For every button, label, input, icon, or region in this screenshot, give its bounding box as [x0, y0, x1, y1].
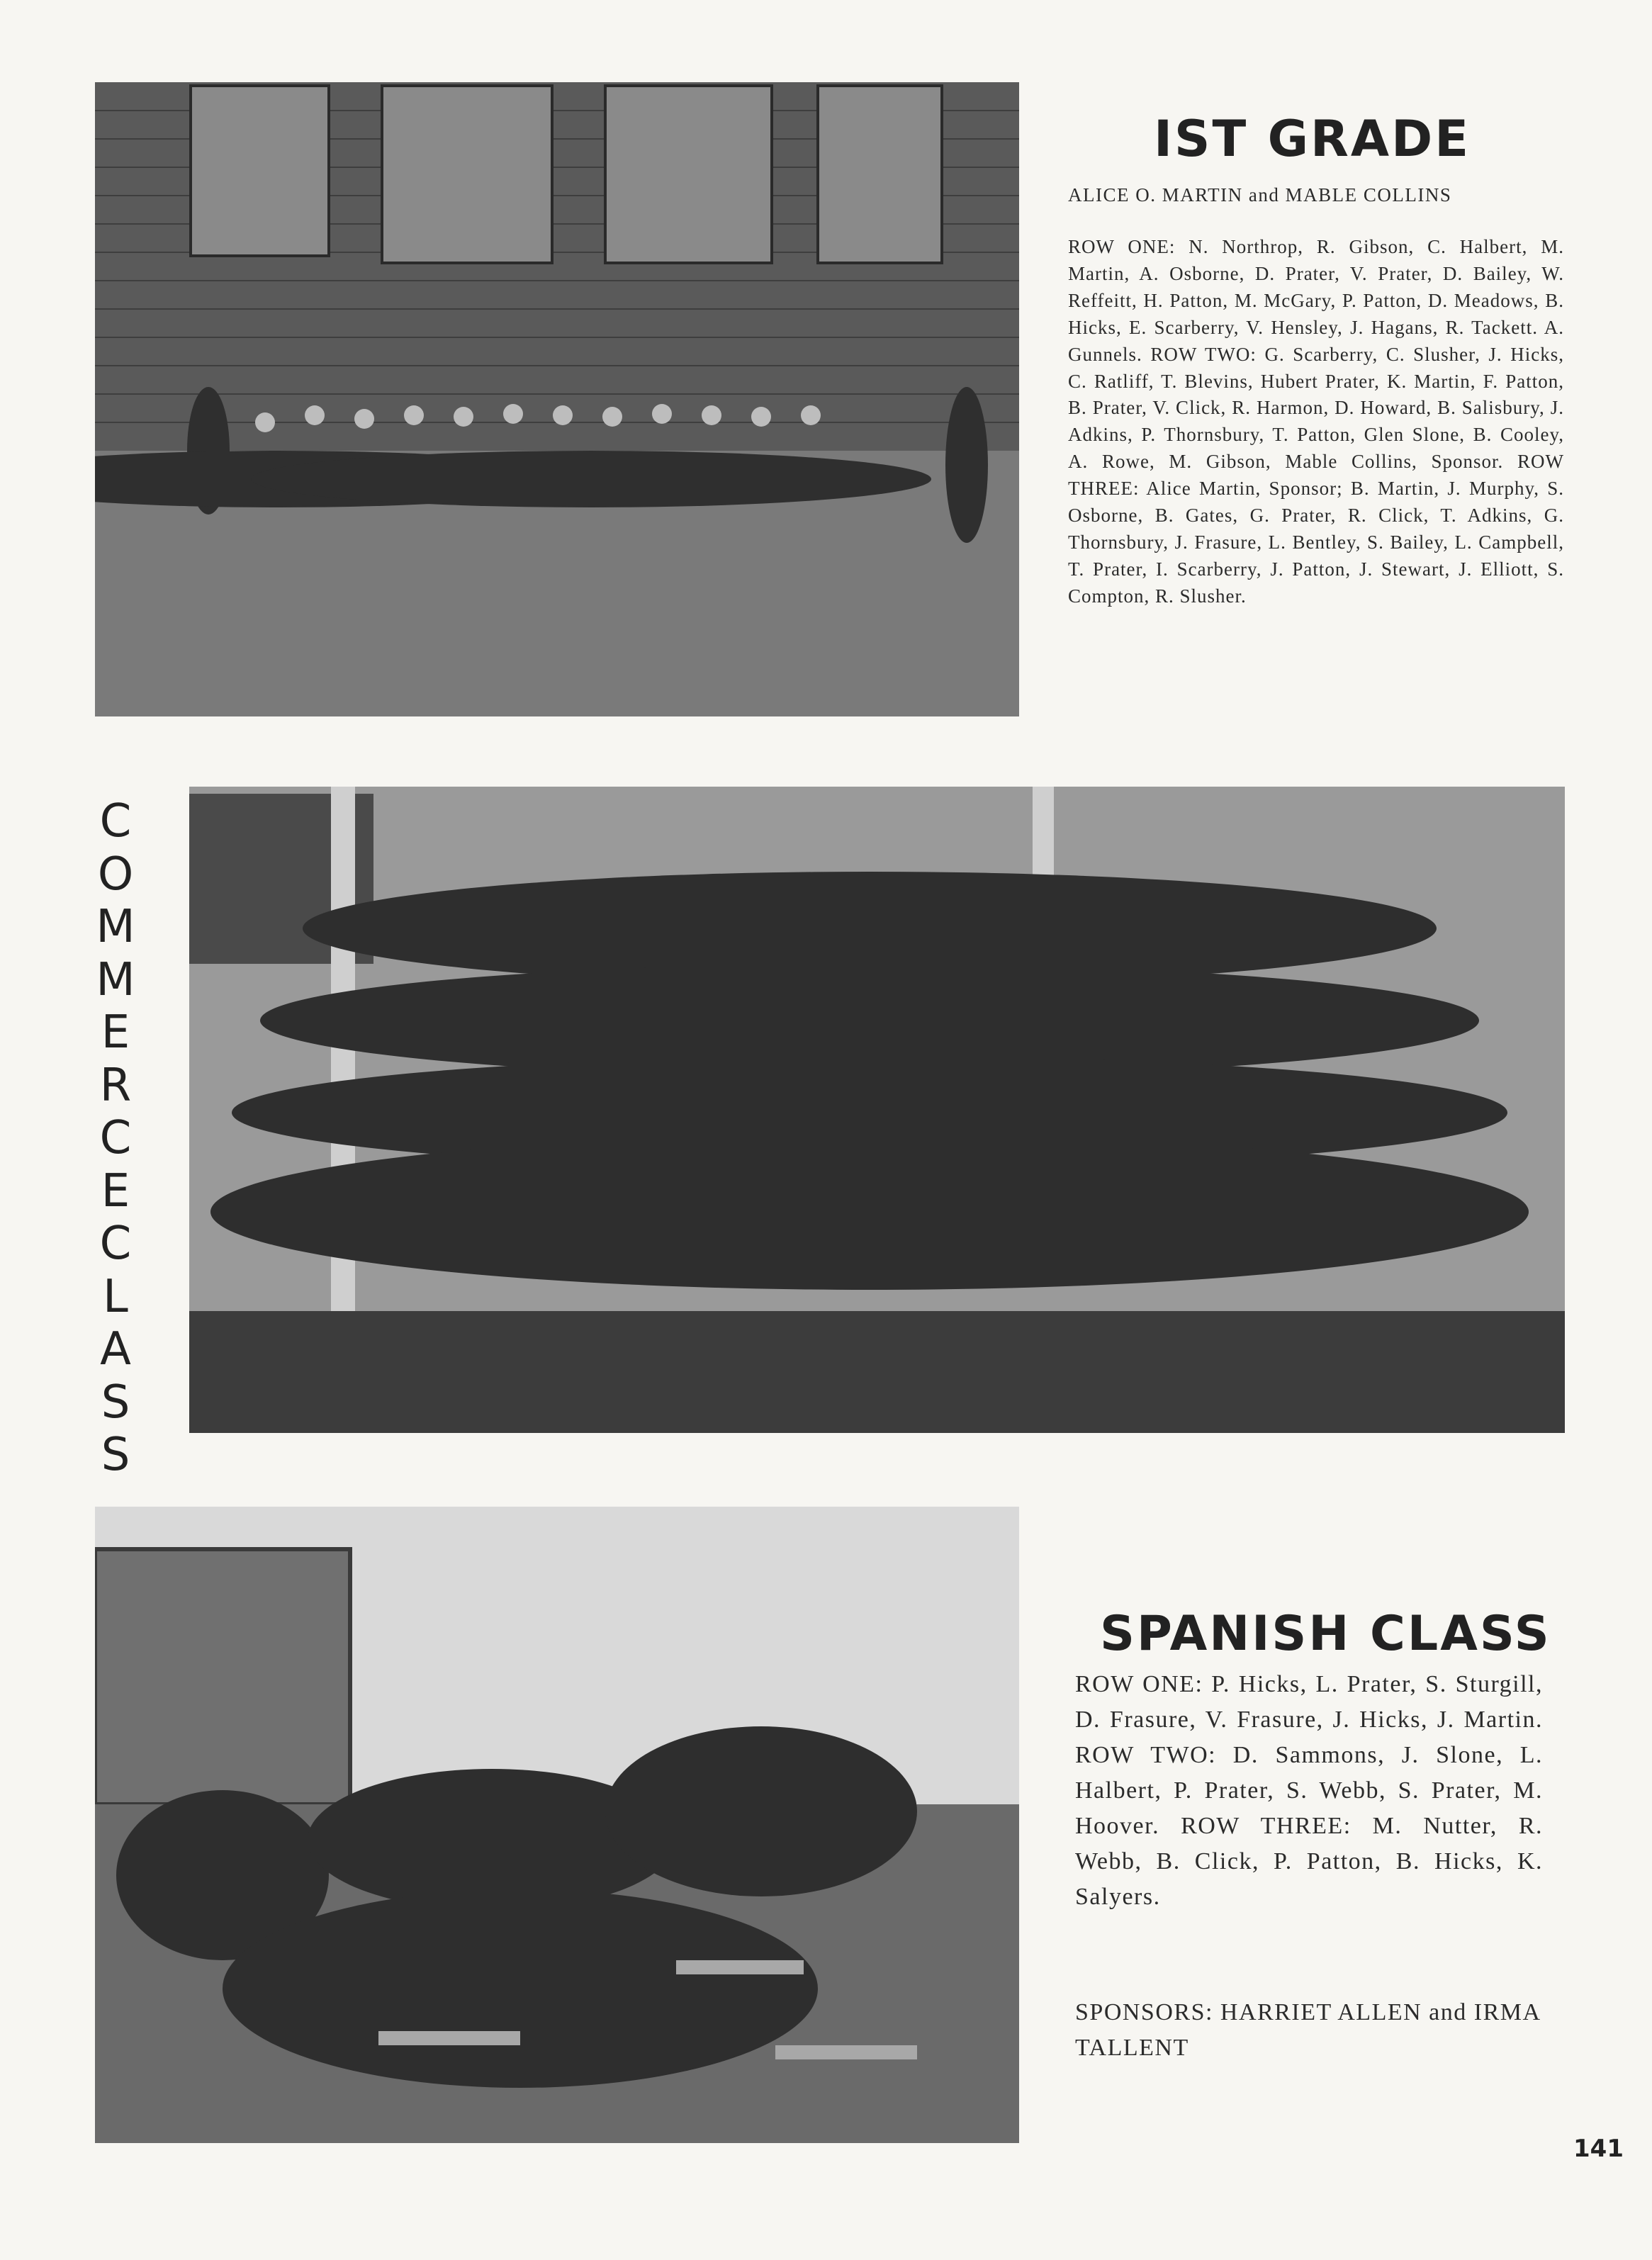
page-number: 141 [1573, 2135, 1624, 2163]
spanish-class-sponsors: SPONSORS: HARRIET ALLEN and IRMA TALLENT [1075, 1999, 1540, 2061]
commerce-class-photo-image [189, 787, 1565, 1433]
spanish-class-rows: ROW ONE: P. Hicks, L. Prater, S. Sturgill, D. Frasure, V. Frasure, J. Hicks, J. Martin. ROW TWO: D. Sammons, J. Slone, L. Halbert, P. Prater, S. Webb, S. Prater, M. Hoover. ROW THREE: M. Nutter, R. Webb, B. Click, P. Patton, B. Hicks, K. Salyers. [1075, 1671, 1543, 1910]
commerce-class-photo [189, 787, 1565, 1433]
first-grade-rows: ROW ONE: N. Northrop, R. Gibson, C. Halbert, M. Martin, A. Osborne, D. Prater, V. Prater, D. Bailey, W. Reffeitt, H. Patton, M. McGary, P. Patton, D. Meadows, B. Hicks, E. Scarberry, V. Hensley, J. Hagans, R. Tackett. A. Gunnels. ROW TWO: G. Scarberry, C. Slusher, J. Hicks, C. Ratliff, T. Blevins, Hubert Prater, K. Martin, F. Patton, B. Prater, V. Click, R. Harmon, D. Howard, B. Salisbury, J. Adkins, P. Thornsbury, T. Patton, Glen Slone, B. Cooley, A. Rowe, M. Gibson, Mable Collins, Sponsor. ROW THREE: Alice Martin, Sponsor; B. Martin, J. Murphy, S. Osborne, B. Gates, G. Prater, R. Click, T. Adkins, G. Thornsbury, J. Frasure, L. Bentley, S. Bailey, L. Campbell, T. Prater, I. Scarberry, J. Patton, J. Stewart, J. Elliott, S. Compton, R. Slusher. [1068, 236, 1564, 607]
commerce-class-title: COMMERCE CLASS [96, 795, 135, 1481]
first-grade-title: IST GRADE [1154, 109, 1471, 168]
spanish-class-title: SPANISH CLASS [1100, 1605, 1551, 1662]
spanish-class-photo-image [95, 1507, 1019, 2143]
first-grade-photo-image [95, 82, 1019, 716]
spanish-class-photo [95, 1507, 1019, 2143]
first-grade-sponsors: ALICE O. MARTIN and MABLE COLLINS [1068, 184, 1452, 206]
first-grade-photo [95, 82, 1019, 716]
